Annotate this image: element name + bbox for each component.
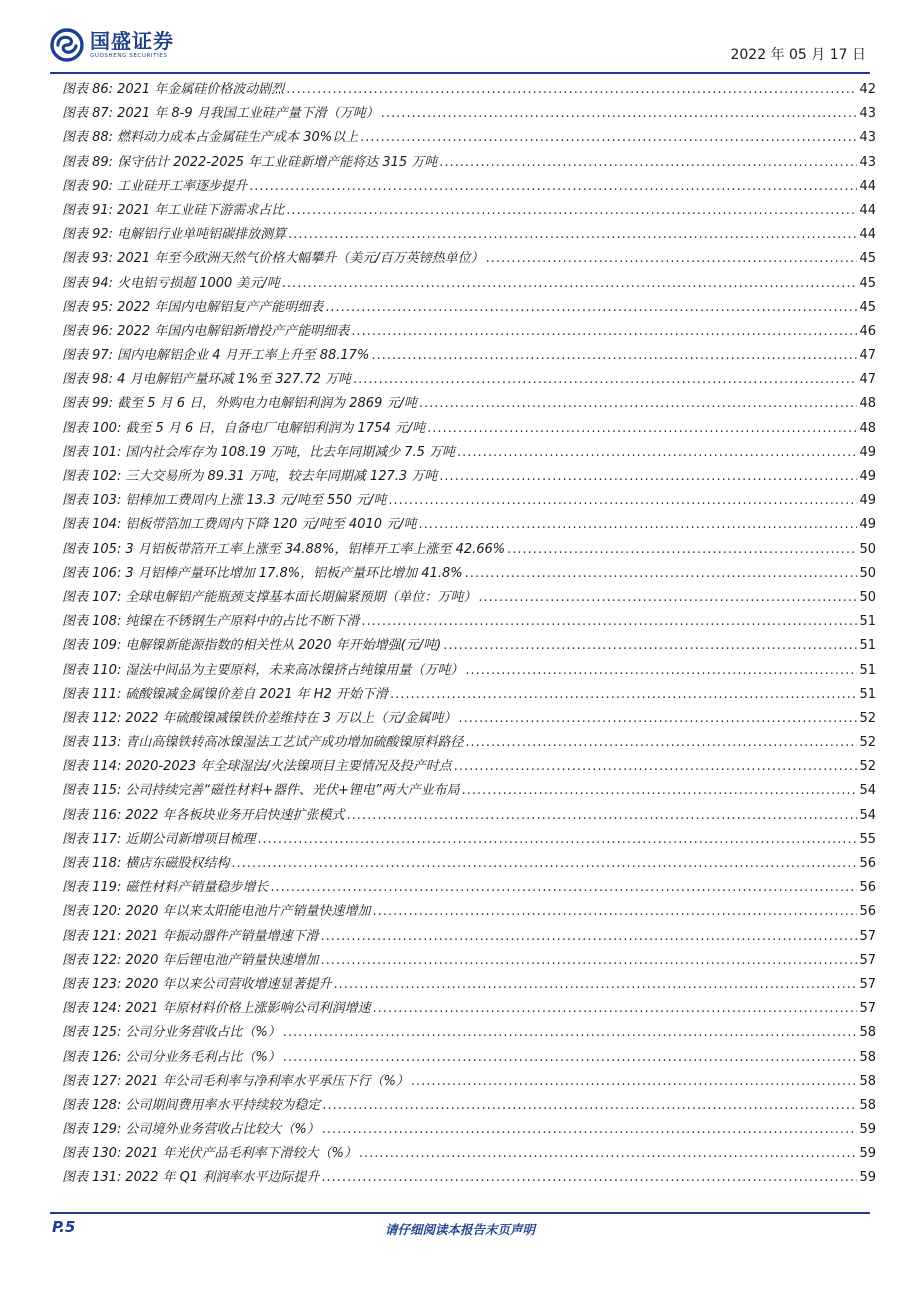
toc-entry-label: 图表 121: xyxy=(62,928,122,944)
toc-entry[interactable] xyxy=(62,610,876,634)
toc-entry[interactable] xyxy=(62,562,876,586)
toc-entry[interactable] xyxy=(62,344,876,368)
toc-entry-title: 公司分业务毛利占比（%） xyxy=(125,1049,281,1065)
toc-entry-label: 图表 120: xyxy=(62,904,122,920)
toc-entry-label: 图表 89: xyxy=(62,154,114,170)
toc-entry-page: 45 xyxy=(859,275,876,291)
toc-leader-dots xyxy=(325,296,857,320)
toc-entry-title: 近期公司新增项目梳理 xyxy=(125,831,256,847)
toc-entry-title: 2022 年国内电解铝新增投产产能明细表 xyxy=(117,323,350,339)
toc-leader-dots xyxy=(486,247,858,271)
toc-entry-title: 三大交易所为 89.31 万吨，较去年同期减 127.3 万吨 xyxy=(125,469,438,484)
toc-leader-dots xyxy=(283,1021,858,1045)
toc-entry[interactable] xyxy=(62,779,876,803)
toc-leader-dots xyxy=(443,634,857,658)
toc-entry-page: 43 xyxy=(859,106,876,122)
toc-entry-title: 保守估计 2022-2025 年工业硅新增产能将达 315 万吨 xyxy=(117,154,438,170)
figure-list xyxy=(62,78,876,1191)
toc-leader-dots xyxy=(381,102,858,126)
toc-entry[interactable] xyxy=(62,683,876,707)
toc-entry-label: 图表 91: xyxy=(62,202,114,218)
toc-entry-title: 公司分业务营收占比（%） xyxy=(125,1025,281,1041)
toc-entry[interactable] xyxy=(62,1094,876,1118)
toc-leader-dots xyxy=(411,1070,858,1094)
toc-entry-page: 45 xyxy=(859,299,876,315)
toc-entry[interactable] xyxy=(62,1166,876,1190)
toc-entry[interactable] xyxy=(62,489,876,513)
toc-entry[interactable] xyxy=(62,707,876,731)
toc-entry-title: 燃料动力成本占金属硅生产成本 30%以上 xyxy=(117,130,359,146)
toc-entry-label: 图表 128: xyxy=(62,1097,122,1113)
toc-entry-page: 57 xyxy=(859,1001,876,1017)
toc-entry-label: 图表 125: xyxy=(62,1025,122,1041)
report-date: 2022 年 05 月 17 日 xyxy=(730,47,866,63)
toc-entry[interactable] xyxy=(62,852,876,876)
toc-leader-dots xyxy=(347,804,858,828)
toc-entry-label: 图表 87: xyxy=(62,106,114,122)
disclaimer-note: 请仔细阅读本报告末页声明 xyxy=(384,1222,535,1237)
toc-leader-dots xyxy=(351,320,857,344)
toc-entry[interactable] xyxy=(62,392,876,416)
toc-leader-dots xyxy=(439,151,857,175)
toc-entry[interactable] xyxy=(62,417,876,441)
toc-entry[interactable] xyxy=(62,296,876,320)
toc-entry[interactable] xyxy=(62,1118,876,1142)
toc-entry-label: 图表 103: xyxy=(62,493,122,509)
toc-entry[interactable] xyxy=(62,949,876,973)
toc-entry-label: 图表 100: xyxy=(62,420,122,436)
toc-entry-title: 横店东磁股权结构 xyxy=(125,856,230,871)
toc-entry[interactable] xyxy=(62,126,876,150)
toc-entry[interactable] xyxy=(62,78,876,102)
toc-entry-label: 图表 131: xyxy=(62,1170,122,1186)
toc-entry-title: 国内电解铝企业 4 月开工率上升至 88.17% xyxy=(117,348,370,364)
toc-entry-title: 2020 年以来公司营收增速显著提升 xyxy=(125,976,332,992)
toc-entry-label: 图表 115: xyxy=(62,783,122,799)
toc-entry-title: 电解铝行业单吨铝碳排放测算 xyxy=(117,227,287,243)
toc-entry-page: 59 xyxy=(859,1170,876,1186)
toc-entry-label: 图表 118: xyxy=(62,856,122,871)
toc-entry[interactable] xyxy=(62,368,876,392)
toc-entry-title: 公司持续完善“磁性材料+器件、光伏+锂电”两大产业布局 xyxy=(125,783,460,799)
toc-entry-label: 图表 94: xyxy=(62,275,114,291)
toc-entry-title: 公司期间费用率水平持续较为稳定 xyxy=(125,1097,321,1113)
toc-leader-dots xyxy=(454,755,858,779)
toc-entry-page: 47 xyxy=(859,348,876,364)
toc-entry-label: 图表 124: xyxy=(62,1001,122,1017)
toc-leader-dots xyxy=(419,392,858,416)
toc-entry-label: 图表 129: xyxy=(62,1122,122,1138)
toc-entry-label: 图表 127: xyxy=(62,1073,122,1089)
toc-entry-page: 42 xyxy=(859,82,876,97)
page-number: P.5 xyxy=(52,1218,76,1236)
toc-entry-page: 50 xyxy=(859,589,876,605)
toc-entry[interactable] xyxy=(62,320,876,344)
toc-entry-label: 图表 111: xyxy=(62,686,122,702)
toc-entry-title: 铝板带箔加工费周内下降 120 元/吨至 4010 元/吨 xyxy=(125,517,417,533)
toc-entry-page: 49 xyxy=(859,517,876,533)
footer-divider xyxy=(50,1212,870,1214)
toc-entry-page: 54 xyxy=(859,807,876,823)
toc-entry[interactable] xyxy=(62,1021,876,1045)
toc-entry[interactable] xyxy=(62,900,876,924)
toc-leader-dots xyxy=(478,586,857,610)
toc-entry[interactable] xyxy=(62,1142,876,1166)
toc-entry-page: 49 xyxy=(859,493,876,509)
toc-entry-page: 49 xyxy=(859,469,876,484)
toc-entry-title: 湿法中间品为主要原料，未来高冰镍挤占纯镍用量（万吨） xyxy=(125,662,464,678)
toc-leader-dots xyxy=(439,465,857,489)
toc-entry-page: 48 xyxy=(859,420,876,436)
toc-leader-dots xyxy=(507,538,857,562)
toc-entry-page: 52 xyxy=(859,759,876,775)
toc-entry-title: 电解镍新能源指数的相关性从 2020 年开始增强(元/吨) xyxy=(125,638,442,654)
toc-entry-label: 图表 106: xyxy=(62,565,122,581)
toc-entry[interactable] xyxy=(62,102,876,126)
toc-entry-page: 56 xyxy=(859,904,876,920)
toc-entry-page: 45 xyxy=(859,251,876,267)
toc-entry-page: 58 xyxy=(859,1049,876,1065)
toc-leader-dots xyxy=(390,683,857,707)
toc-entry-title: 公司境外业务营收占比较大（%） xyxy=(125,1122,320,1138)
toc-entry-title: 2022 年各板块业务开启快速扩张模式 xyxy=(125,807,345,823)
toc-leader-dots xyxy=(371,344,857,368)
toc-entry-label: 图表 112: xyxy=(62,710,122,726)
toc-entry-label: 图表 108: xyxy=(62,614,122,630)
logo-english-name: GUOSHENG SECURITIES xyxy=(90,53,168,59)
toc-entry-title: 2021 年 8-9 月我国工业硅产量下滑（万吨） xyxy=(117,106,379,122)
toc-entry-title: 2021 年振动器件产销量增速下滑 xyxy=(125,928,319,944)
toc-leader-dots xyxy=(249,175,857,199)
toc-entry-title: 2020 年后锂电池产销量快速增加 xyxy=(125,952,319,968)
company-logo xyxy=(50,28,174,62)
toc-entry-page: 51 xyxy=(859,662,876,678)
page-header xyxy=(50,28,870,68)
toc-entry-page: 55 xyxy=(859,831,876,847)
toc-entry-label: 图表 104: xyxy=(62,517,122,533)
toc-leader-dots xyxy=(286,78,857,102)
toc-entry-page: 49 xyxy=(859,444,876,460)
header-divider xyxy=(50,72,870,74)
toc-entry-label: 图表 107: xyxy=(62,589,122,605)
toc-entry-title: 2022 年硫酸镍减镍铁价差维持在 3 万以上（元/金属吨） xyxy=(125,710,457,726)
toc-entry-title: 4 月电解铝产量环减 1%至 327.72 万吨 xyxy=(117,372,351,388)
toc-leader-dots xyxy=(360,126,857,150)
toc-entry-page: 43 xyxy=(859,154,876,170)
toc-entry-label: 图表 97: xyxy=(62,348,114,364)
toc-entry[interactable] xyxy=(62,1070,876,1094)
toc-entry-page: 47 xyxy=(859,372,876,388)
toc-leader-dots xyxy=(457,441,857,465)
toc-entry-title: 硫酸镍减金属镍价差自 2021 年 H2 开始下滑 xyxy=(125,686,388,702)
toc-entry-title: 纯镍在不锈钢生产原料中的占比不断下滑 xyxy=(125,614,360,630)
toc-entry-title: 2021 年光伏产品毛利率下滑较大（%） xyxy=(125,1146,357,1162)
toc-entry-label: 图表 123: xyxy=(62,976,122,992)
toc-entry-page: 51 xyxy=(859,614,876,630)
toc-entry-page: 51 xyxy=(859,686,876,702)
toc-entry[interactable] xyxy=(62,659,876,683)
toc-entry-label: 图表 113: xyxy=(62,735,122,751)
toc-entry-title: 青山高镍铁转高冰镍湿法工艺试产成功增加硫酸镍原料路径 xyxy=(125,735,464,751)
toc-entry-label: 图表 116: xyxy=(62,807,122,823)
toc-entry-title: 全球电解铝产能瓶颈支撑基本面长期偏紧预期（单位：万吨） xyxy=(125,589,477,605)
toc-entry-page: 52 xyxy=(859,710,876,726)
toc-entry[interactable] xyxy=(62,465,876,489)
toc-entry-page: 46 xyxy=(859,323,876,339)
toc-leader-dots xyxy=(283,1046,858,1070)
toc-leader-dots xyxy=(282,272,858,296)
toc-entry-label: 图表 110: xyxy=(62,662,122,678)
toc-entry-title: 3 月铝棒产量环比增加 17.8%，铝板产量环比增加 41.8% xyxy=(125,565,463,581)
toc-entry[interactable] xyxy=(62,973,876,997)
toc-entry[interactable] xyxy=(62,1046,876,1070)
toc-entry-title: 磁性材料产销量稳步增长 xyxy=(125,880,269,896)
toc-entry-title: 工业硅开工率逐步提升 xyxy=(117,178,248,194)
toc-entry-label: 图表 96: xyxy=(62,323,114,339)
toc-leader-dots xyxy=(462,779,858,803)
toc-entry-page: 50 xyxy=(859,541,876,557)
toc-entry-title: 3 月铝板带箔开工率上涨至 34.88%，铝棒开工率上涨至 42.66% xyxy=(125,541,506,557)
toc-leader-dots xyxy=(373,997,858,1021)
toc-entry[interactable] xyxy=(62,151,876,175)
toc-entry-title: 铝棒加工费周内上涨 13.3 元/吨至 550 元/吨 xyxy=(125,493,387,509)
toc-entry-label: 图表 93: xyxy=(62,251,114,267)
toc-entry[interactable] xyxy=(62,247,876,271)
toc-leader-dots xyxy=(321,925,858,949)
toc-entry-label: 图表 95: xyxy=(62,299,114,315)
toc-entry-title: 截至 5 月 6 日，外购电力电解铝利润为 2869 元/吨 xyxy=(117,396,417,412)
toc-entry-label: 图表 109: xyxy=(62,638,122,654)
toc-leader-dots xyxy=(359,1142,858,1166)
toc-entry[interactable] xyxy=(62,634,876,658)
toc-leader-dots xyxy=(321,1166,857,1190)
toc-entry[interactable] xyxy=(62,586,876,610)
toc-entry[interactable] xyxy=(62,925,876,949)
toc-entry-page: 43 xyxy=(859,130,876,146)
toc-entry-page: 44 xyxy=(859,202,876,218)
toc-entry-label: 图表 99: xyxy=(62,396,114,412)
toc-leader-dots xyxy=(373,900,858,924)
toc-entry[interactable] xyxy=(62,199,876,223)
toc-leader-dots xyxy=(257,828,857,852)
toc-entry-label: 图表 92: xyxy=(62,227,114,243)
toc-entry-label: 图表 114: xyxy=(62,759,122,775)
toc-entry-label: 图表 101: xyxy=(62,444,122,460)
toc-entry-label: 图表 130: xyxy=(62,1146,122,1162)
toc-entry-label: 图表 122: xyxy=(62,952,122,968)
toc-leader-dots xyxy=(427,417,857,441)
toc-entry[interactable] xyxy=(62,828,876,852)
toc-entry-page: 58 xyxy=(859,1025,876,1041)
toc-entry[interactable] xyxy=(62,876,876,900)
toc-leader-dots xyxy=(465,731,857,755)
toc-entry-title: 截至 5 月 6 日，自备电厂电解铝利润为 1754 元/吨 xyxy=(125,420,426,436)
toc-entry-title: 2020 年以来太阳能电池片产销量快速增加 xyxy=(125,904,371,920)
toc-entry-page: 52 xyxy=(859,735,876,751)
toc-entry[interactable] xyxy=(62,223,876,247)
toc-entry-title: 2022 年国内电解铝复产产能明细表 xyxy=(117,299,324,315)
toc-entry-title: 2020-2023 年全球湿法/火法镍项目主要情况及投产时点 xyxy=(125,759,452,775)
toc-entry-title: 火电铝亏损超 1000 美元/吨 xyxy=(117,275,280,291)
toc-entry-page: 57 xyxy=(859,928,876,944)
toc-entry-label: 图表 105: xyxy=(62,541,122,557)
guosheng-logo-icon xyxy=(50,28,84,62)
toc-entry[interactable] xyxy=(62,441,876,465)
toc-entry[interactable] xyxy=(62,175,876,199)
logo-chinese-name: 国盛证券 xyxy=(90,29,174,53)
toc-entry-page: 48 xyxy=(859,396,876,412)
toc-entry[interactable] xyxy=(62,804,876,828)
toc-entry-page: 56 xyxy=(859,856,876,871)
toc-entry-title: 国内社会库存为 108.19 万吨，比去年同期减少 7.5 万吨 xyxy=(125,444,456,460)
toc-leader-dots xyxy=(465,562,858,586)
toc-leader-dots xyxy=(288,223,857,247)
toc-leader-dots xyxy=(321,949,858,973)
toc-entry-title: 2022 年 Q1 利润率水平边际提升 xyxy=(125,1170,320,1186)
toc-entry-label: 图表 126: xyxy=(62,1049,122,1065)
toc-entry-page: 44 xyxy=(859,178,876,194)
toc-entry[interactable] xyxy=(62,513,876,537)
toc-leader-dots xyxy=(419,513,858,537)
toc-leader-dots xyxy=(353,368,857,392)
toc-entry-page: 58 xyxy=(859,1073,876,1089)
toc-entry-title: 2021 年金属硅价格波动剧烈 xyxy=(117,82,285,97)
toc-entry[interactable] xyxy=(62,997,876,1021)
toc-leader-dots xyxy=(458,707,857,731)
toc-entry-page: 50 xyxy=(859,565,876,581)
toc-entry[interactable] xyxy=(62,272,876,296)
toc-entry-page: 57 xyxy=(859,976,876,992)
toc-entry[interactable] xyxy=(62,755,876,779)
toc-entry-label: 图表 90: xyxy=(62,178,114,194)
toc-leader-dots xyxy=(334,973,858,997)
toc-leader-dots xyxy=(361,610,857,634)
toc-entry-label: 图表 98: xyxy=(62,372,114,388)
toc-entry-label: 图表 102: xyxy=(62,469,122,484)
toc-entry-title: 2021 年公司毛利率与净利率水平承压下行（%） xyxy=(125,1073,409,1089)
toc-entry-label: 图表 117: xyxy=(62,831,122,847)
toc-entry[interactable] xyxy=(62,731,876,755)
toc-entry-page: 54 xyxy=(859,783,876,799)
toc-entry-title: 2021 年工业硅下游需求占比 xyxy=(117,202,285,218)
toc-entry-title: 2021 年至今欧洲天然气价格大幅攀升（美元/百万英镑热单位） xyxy=(117,251,484,267)
toc-entry-page: 44 xyxy=(859,227,876,243)
toc-leader-dots xyxy=(322,1118,858,1142)
toc-entry-page: 56 xyxy=(859,880,876,896)
toc-entry-page: 57 xyxy=(859,952,876,968)
toc-entry-title: 2021 年原材料价格上涨影响公司利润增速 xyxy=(125,1001,371,1017)
toc-leader-dots xyxy=(388,489,857,513)
toc-leader-dots xyxy=(322,1094,857,1118)
toc-leader-dots xyxy=(270,876,857,900)
toc-entry-page: 51 xyxy=(859,638,876,654)
toc-entry[interactable] xyxy=(62,538,876,562)
toc-entry-page: 59 xyxy=(859,1146,876,1162)
toc-entry-page: 59 xyxy=(859,1122,876,1138)
toc-leader-dots xyxy=(231,852,857,876)
toc-entry-label: 图表 88: xyxy=(62,130,114,146)
toc-leader-dots xyxy=(465,659,857,683)
toc-entry-page: 58 xyxy=(859,1097,876,1113)
toc-leader-dots xyxy=(286,199,857,223)
toc-entry-label: 图表 119: xyxy=(62,880,122,896)
toc-entry-label: 图表 86: xyxy=(62,82,114,97)
